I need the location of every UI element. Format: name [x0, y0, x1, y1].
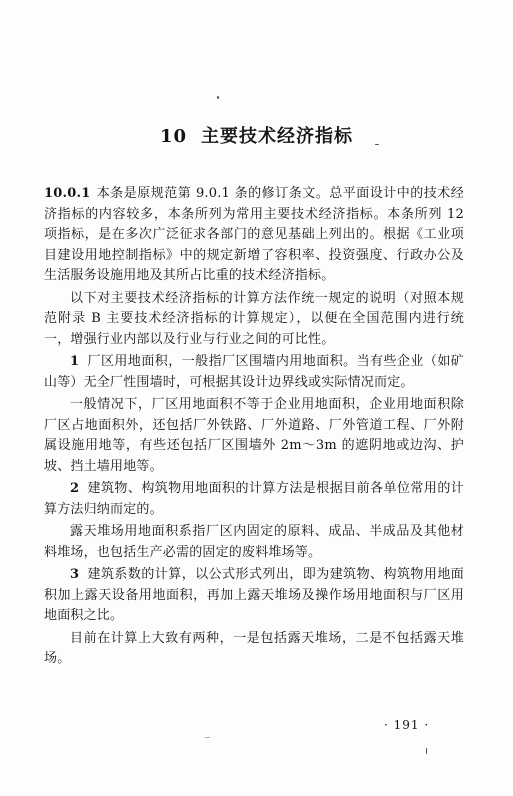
paragraph-item-2-note: [44, 522, 464, 563]
paragraph-text: 建筑物、构筑物用地面积的计算方法是根据目前各单位常用的计算方法归纳而定的。: [44, 481, 464, 517]
body-text: [44, 184, 464, 672]
clause-number: 10.0.1: [44, 186, 91, 201]
chapter-number: 10: [159, 126, 188, 147]
paragraph-item-2: [44, 479, 464, 520]
item-number: 2: [70, 481, 80, 496]
paragraph-text: 露天堆场用地面积系指厂区内固定的原料、成品、半成品及其他材料堆场，也包括生产必需的固定的废料堆场等。: [44, 524, 464, 560]
paragraph-item-3: [44, 565, 464, 627]
scan-speck: [205, 737, 210, 738]
paragraph-item-1: [44, 352, 464, 393]
item-number: 3: [70, 567, 80, 582]
paragraph-item-1-note: [44, 395, 464, 477]
page-number: · 191 ·: [384, 718, 430, 732]
paragraph-text: 厂区用地面积，一般指厂区围墙内用地面积。当有些企业（如矿山等）无全厂性围墙时，可根据其设计边界线或实际情况而定。: [44, 354, 464, 390]
paragraph-text: 目前在计算上大致有两种，一是包括露天堆场，二是不包括露天堆场。: [44, 630, 464, 666]
paragraph-text: 以下对主要技术经济指标的计算方法作统一规定的说明（对照本规范附录 B 主要技术经济指标的计算规定），以便在全国范围内进行统一，增强行业内部以及行业与行业之间的可比性。: [44, 290, 464, 347]
chapter-title-text: 主要技术经济指标: [201, 126, 354, 147]
scan-speck: [426, 748, 427, 754]
paragraph-clause-10-0-1: [44, 184, 464, 287]
paragraph-intro: [44, 289, 464, 351]
paragraph-text: 一般情况下，厂区用地面积不等于企业用地面积，企业用地面积除厂区占地面积外，还包括厂外铁路、厂外道路、厂外管道工程、厂外附属设施用地等，有些还包括厂区围墙外 2m～3m 的遮阴地或边沟、护坡、挡土墙用地等。: [44, 397, 464, 474]
chapter-title: [0, 122, 513, 148]
paragraph-text: 建筑系数的计算，以公式形式列出，即为建筑物、构筑物用地面积加上露天设备用地面积，再加上露天堆场及操作场用地面积与厂区用地面积之比。: [44, 567, 464, 623]
paragraph-item-3-note: [44, 629, 464, 670]
paragraph-text: 本条是原规范第 9.0.1 条的修订条文。总平面设计中的技术经济指标的内容较多，本条所列为常用主要技术经济指标。本条所列 12 项指标，是在多次广泛征求各部门的意见基础上列出的。根据《工业项目建设用地控制指标》中的规定新增了容积率、投资强度、行政办公及生活服务设施用地及其所占比重的技术经济指标。: [44, 186, 464, 283]
scan-speck: [217, 96, 219, 99]
item-number: 1: [70, 354, 80, 369]
